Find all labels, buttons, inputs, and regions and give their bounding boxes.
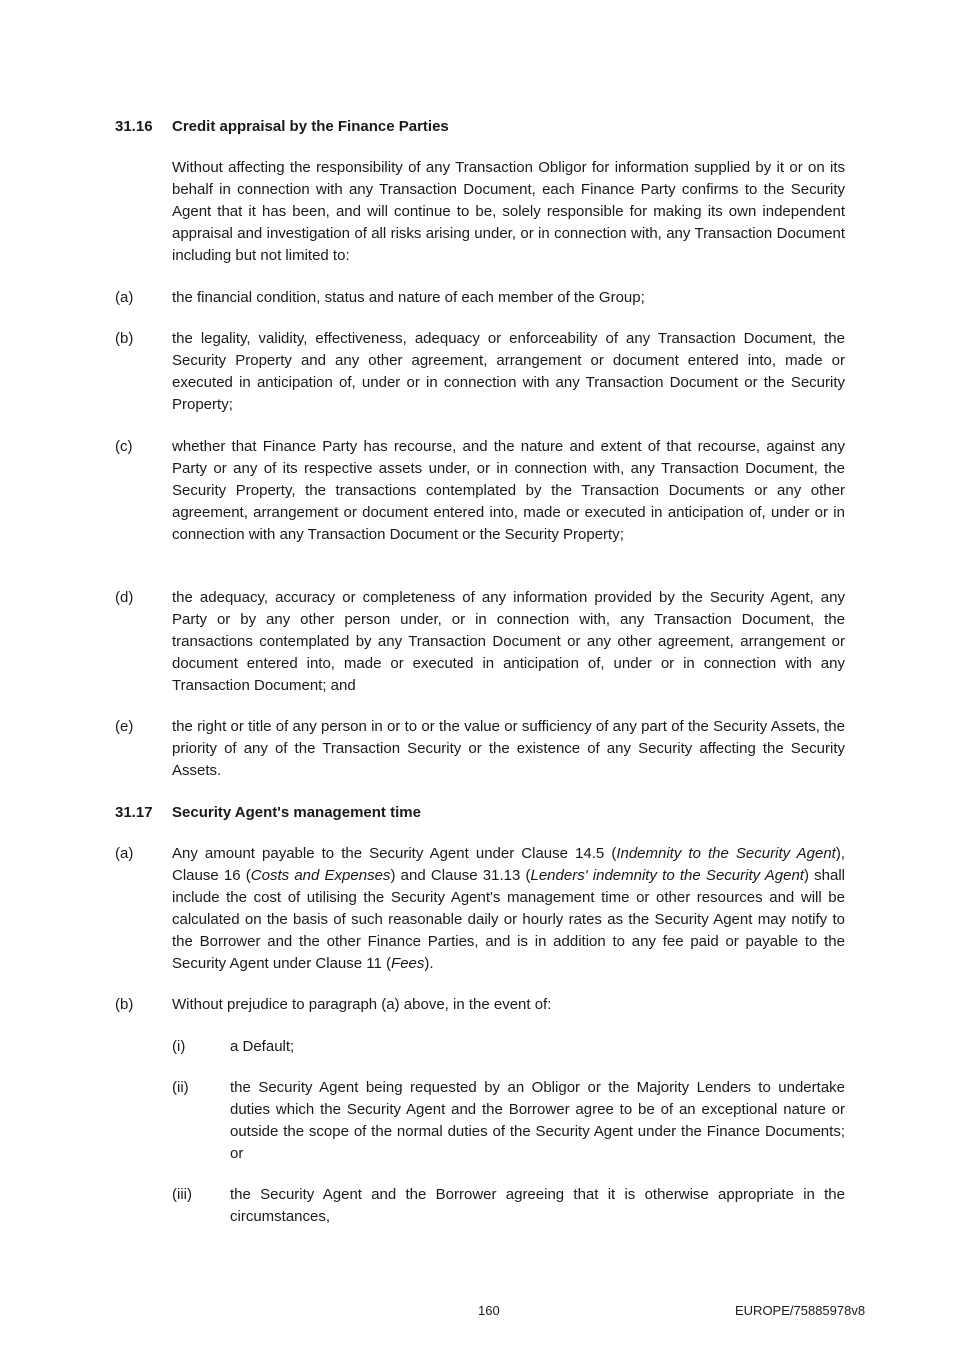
text-run: Any amount payable to the Security Agent under Clause 14.5 ( <box>172 845 617 862</box>
item-text: Without prejudice to paragraph (a) above, in the event of: <box>172 996 552 1013</box>
sub-item-label: (i) <box>172 1038 186 1055</box>
list-item-d <box>115 587 845 697</box>
sub-item-iii <box>115 1184 845 1228</box>
item-label: (c) <box>115 438 133 455</box>
item-text: the legality, validity, effectiveness, adequacy or enforceability of any Transaction Document, the Security Property and any other agreement, arrangement or document entered into, made or executed in anticipation of, under or in connection with any Transaction Document or the Security Property; <box>172 330 845 413</box>
section-heading-31-17 <box>115 802 845 824</box>
sub-item-i <box>115 1036 845 1058</box>
document-reference: EUROPE/75885978v8 <box>735 1303 866 1318</box>
sub-item-ii <box>115 1077 845 1165</box>
text-run: ) and Clause 31.13 ( <box>390 867 531 884</box>
clause-title-italic: Fees <box>391 955 425 972</box>
section-number: 31.17 <box>115 804 153 821</box>
text-run: ), Clause 16 ( <box>172 845 845 884</box>
list-item-c <box>115 436 845 546</box>
sub-item-text: the Security Agent and the Borrower agreeing that it is otherwise appropriate in the circumstances, <box>230 1186 845 1225</box>
text-run: ). <box>424 955 434 972</box>
sub-item-label: (ii) <box>172 1079 189 1096</box>
item-text <box>172 843 845 975</box>
item-label: (e) <box>115 718 134 735</box>
list-item-a <box>115 287 845 309</box>
sub-item-text: the Security Agent being requested by an Obligor or the Majority Lenders to undertake duties which the Security Agent and the Borrower agree to be of an exceptional nature or outside the scope of the normal duties of the Security Agent under the Finance Documents; or <box>230 1079 845 1162</box>
clause-title-italic: Lenders' indemnity to the Security Agent <box>530 867 804 884</box>
item-label: (a) <box>115 289 134 306</box>
list-item-b-management-time <box>115 994 845 1016</box>
section-title: Credit appraisal by the Finance Parties <box>172 118 449 135</box>
section-intro-paragraph <box>115 157 845 267</box>
sub-item-text: a Default; <box>230 1038 295 1055</box>
item-text: the financial condition, status and nature of each member of the Group; <box>172 289 645 306</box>
item-label: (d) <box>115 589 134 606</box>
item-text: whether that Finance Party has recourse, and the nature and extent of that recourse, against any Party or any of its respective assets under, or in connection with, any Transaction Document, the Security Property, the transactions contemplated by the Transaction Documents or any other agreement, arrangement or document entered into, made or executed in anticipation of, under or in connection with any Transaction Document or the Security Property; <box>172 438 845 543</box>
list-item-b <box>115 328 845 416</box>
item-label: (b) <box>115 330 134 347</box>
item-text: the adequacy, accuracy or completeness of any information provided by the Security Agent, any Party or by any other person under, or in connection with, any Transaction Document, the transactions contemplated by any Transaction Document or any other agreement, arrangement or document entered into, made or executed in anticipation of, under or in connection with any Transaction Document; and <box>172 589 845 694</box>
item-text: the right or title of any person in or to or the value or sufficiency of any part of the Security Assets, the priority of any of the Transaction Security or the existence of any Security affecting the Security Assets. <box>172 718 845 779</box>
text-run: ) shall include the cost of utilising the Security Agent's management time or other resources and will be calculated on the basis of such reasonable daily or hourly rates as the Security Agent may notify to the Borrower and the other Finance Parties, and is in addition to any fee paid or payable to the Security Agent under Clause 11 ( <box>172 867 846 972</box>
list-item-e <box>115 716 845 782</box>
intro-text: Without affecting the responsibility of any Transaction Obligor for information supplied by it or on its behalf in connection with any Transaction Document, each Finance Party confirms to the Security Agent that it has been, and will continue to be, solely responsible for making its own independent appraisal and investigation of all risks arising under, or in connection with, any Transaction Document including but not limited to: <box>172 159 845 264</box>
sub-item-label: (iii) <box>172 1186 192 1203</box>
item-label: (b) <box>115 996 134 1013</box>
clause-title-italic: Costs and Expenses <box>250 867 391 884</box>
section-title: Security Agent's management time <box>172 804 421 821</box>
page-number: 160 <box>478 1303 500 1318</box>
item-label: (a) <box>115 845 134 862</box>
list-item-a-management-time <box>115 843 845 975</box>
section-heading-31-16 <box>115 116 845 138</box>
section-number: 31.16 <box>115 118 153 135</box>
clause-title-italic: Indemnity to the Security Agent <box>616 845 836 862</box>
